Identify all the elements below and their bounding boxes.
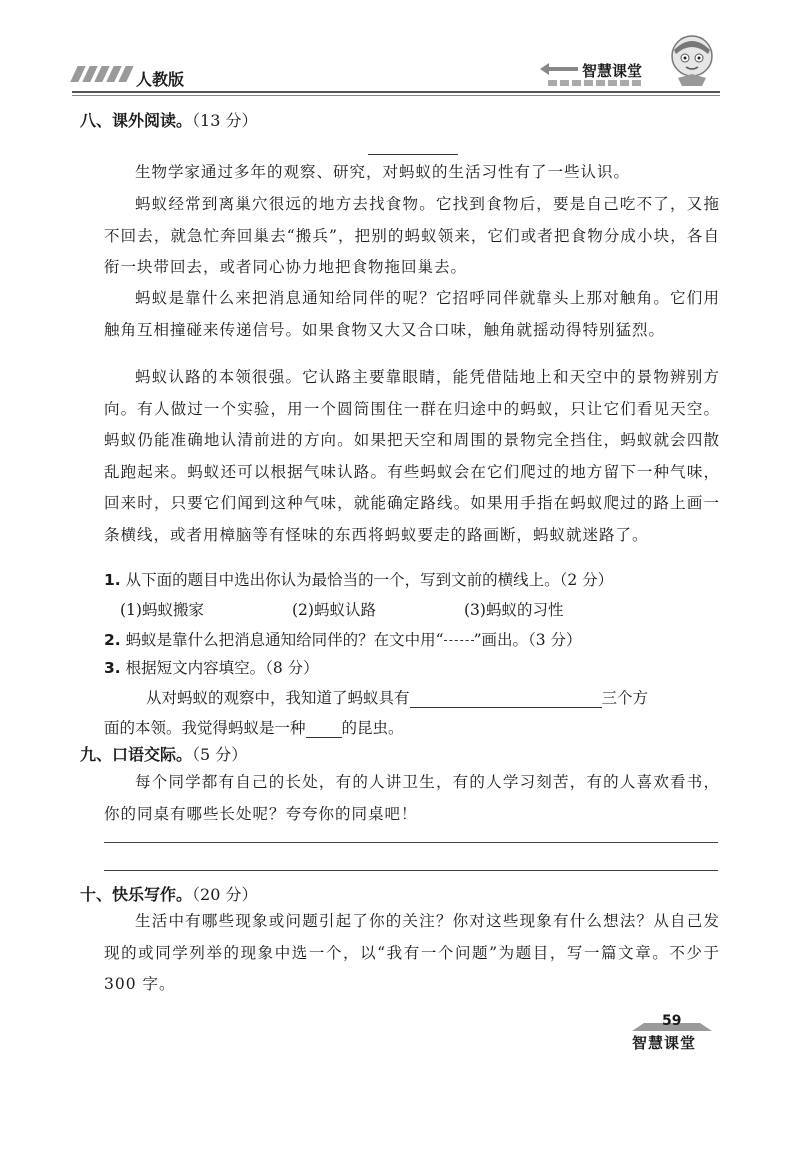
mascot-icon [664,30,720,88]
arrow-icon [548,67,578,71]
section-8-title: 八、课外阅读。（13 分） [80,111,258,130]
header-rule-thin [72,95,720,96]
page-header [0,0,800,100]
question-2: 2. 蚂蚁是靠什么把消息通知给同伴的？在文中用“ ”画出。（3 分） [104,631,582,649]
fill-blank-insect[interactable] [306,721,342,738]
wavy-underline-mark [444,640,474,641]
page-number: 59 [662,1013,682,1029]
passage-paragraph-2: 蚂蚁经常到离巢穴很远的地方去找食物。它找到食物后，要是自己吃不了，又拖不回去，就急忙奔回巢去“搬兵”，把别的蚂蚁领来，它们或者把食物分成小块，各自衔一块带回去，或者同心协力地把食物拖回巢去。 [104,195,720,276]
section-9-title: 九、口语交际。（5 分） [80,745,248,764]
question-1-options [120,598,563,620]
passage-paragraph-1: 生物学家通过多年的观察、研究，对蚂蚁的生活习性有了一些认识。 [135,163,631,181]
question-1: 1. 从下面的题目中选出你认为最恰当的一个，写到文前的横线上。（2 分） [104,571,614,589]
fill-blank-abilities[interactable] [410,691,602,708]
brand-title: 智慧课堂 [582,62,643,80]
answer-line-1[interactable] [104,842,718,843]
footer-brand: 智慧课堂 [632,1034,697,1052]
page-number-badge [632,1013,712,1033]
question-3: 3. 根据短文内容填空。（8 分） [104,659,319,677]
option-1[interactable]: (1)蚂蚁搬家 [120,601,204,619]
passage-paragraph-3: 蚂蚁是靠什么来把消息通知给同伴的呢？它招呼同伴就靠头上那对触角。它们用触角互相撞碰来传递信号。如果食物又大又合口味，触角就摇动得特别猛烈。 [104,289,720,339]
header-dots-decoration [548,80,641,86]
question-3-fill-line-2: 面的本领。我觉得蚂蚁是一种 的昆虫。 [104,719,404,737]
edition-label: 人教版 [136,70,185,89]
header-rule [72,91,720,93]
question-3-fill-line-1: 从对蚂蚁的观察中，我知道了蚂蚁具有 三个方 [146,689,649,707]
passage-title-blank[interactable] [368,154,458,155]
option-3[interactable]: (3)蚂蚁的习性 [464,601,564,619]
section-10-prompt: 生活中有哪些现象或问题引起了你的关注？你对这些现象有什么想法？从自己发现的或同学列举的现象中选一个，以“我有一个问题”为题目，写一篇文章。不少于 300 字。 [104,912,720,993]
header-stripes-decoration [74,66,130,82]
option-2[interactable]: (2)蚂蚁认路 [292,601,376,619]
section-10-title: 十、快乐写作。（20 分） [80,885,258,904]
answer-line-2[interactable] [104,870,718,871]
passage-paragraph-4: 蚂蚁认路的本领很强。它认路主要靠眼睛，能凭借陆地上和天空中的景物辨别方向。有人做过一个实验，用一个圆筒围住一群在归途中的蚂蚁，只让它们看见天空。蚂蚁仍能准确地认清前进的方向。如果把天空和周围的景物完全挡住，蚂蚁就会四散乱跑起来。蚂蚁还可以根据气味认路。有些蚂蚁会在它们爬过的地方留下一种气味，回来时，只要它们闻到这种气味，就能确定路线。如果用手指在蚂蚁爬过的路上画一条横线，或者用樟脑等有怪味的东西将蚂蚁要走的路画断，蚂蚁就迷路了。 [104,368,720,544]
section-9-prompt: 每个同学都有自己的长处，有的人讲卫生，有的人学习刻苦，有的人喜欢看书，你的同桌有哪些长处呢？夸夸你的同桌吧！ [104,773,720,823]
